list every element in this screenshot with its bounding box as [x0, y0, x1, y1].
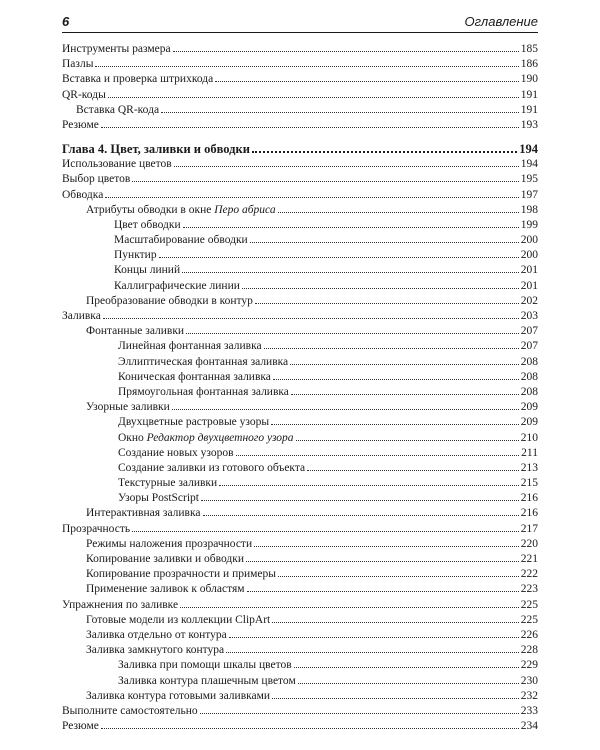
toc-entry-page: 207 [520, 325, 538, 338]
dot-leader [174, 166, 519, 167]
toc-entry-page: 210 [520, 431, 538, 444]
toc-entry-page: 190 [520, 73, 538, 86]
toc-entry [62, 172, 538, 187]
toc-entry-page: 234 [520, 720, 538, 733]
toc-entry-page: 211 [521, 446, 538, 459]
dot-leader [247, 591, 519, 592]
toc-entry [62, 248, 538, 263]
toc-entry-title: Обводка [62, 188, 104, 201]
dot-leader [201, 500, 519, 501]
toc-entry-title: Инструменты размера [62, 43, 171, 55]
toc-entry [62, 582, 538, 597]
dot-leader [242, 288, 519, 289]
toc-entry-title: Пазлы [62, 58, 94, 71]
dot-leader [278, 212, 519, 213]
toc-entry-title: Создание новых узоров [118, 446, 234, 459]
toc-entry [62, 491, 538, 506]
toc-entry-page: 208 [520, 355, 538, 368]
toc-entry-title: Преобразование обводки в контур [86, 294, 253, 307]
toc-entry-title: Линейная фонтанная заливка [118, 340, 262, 353]
toc-entry [62, 355, 538, 370]
toc-entry [62, 415, 538, 430]
toc-entry [62, 628, 538, 643]
dot-leader [103, 318, 519, 319]
dot-leader [272, 698, 519, 699]
toc-entry-title: Вставка QR-кода [76, 103, 160, 116]
dot-leader [219, 485, 519, 486]
dot-leader [132, 531, 519, 532]
dot-leader [108, 97, 519, 98]
dot-leader [183, 227, 519, 228]
toc-entry-title: Фонтанные заливки [86, 325, 185, 338]
toc-entry-title: Режимы наложения прозрачности [86, 537, 253, 550]
toc-entry-page: 225 [520, 613, 538, 626]
toc-entry-page: 191 [520, 88, 538, 101]
toc-entry-page: 194 [520, 158, 538, 171]
dot-leader [203, 515, 519, 516]
toc-entry [62, 537, 538, 552]
toc-entry-page: 230 [520, 674, 538, 687]
toc-entry [62, 431, 538, 446]
toc-entry-page: 228 [520, 644, 538, 657]
toc-entry-title: Глава 4. Цвет, заливки и обводки [62, 142, 250, 157]
toc-entry-page: 232 [520, 689, 538, 702]
toc-entry-page: 208 [520, 385, 538, 398]
toc-entry [62, 218, 538, 233]
toc-entry-title: Узорные заливки [86, 401, 170, 414]
toc-entry [62, 339, 538, 354]
toc-entry-title: Цвет обводки [114, 218, 181, 231]
toc-entry-title: Создание заливки из готового объекта [118, 461, 306, 474]
dot-leader [182, 272, 519, 273]
toc-entry-title: Вставка и проверка штрихкода [62, 73, 214, 86]
toc-entry-page: 221 [520, 553, 538, 565]
toc-entry [62, 72, 538, 87]
toc-entry-title: Заливка отдельно от контура [86, 628, 227, 641]
toc-entry-title: Интерактивная заливка [86, 507, 201, 520]
chapter-heading [62, 141, 538, 157]
toc-entry-title: Выбор цветов [62, 173, 131, 186]
toc-entry-page: 203 [520, 310, 538, 322]
toc-entry-page: 217 [520, 522, 538, 535]
dot-leader [229, 637, 519, 638]
toc-entry-page: 223 [520, 583, 538, 596]
toc-entry-title: Применение заливок к областям [86, 583, 245, 596]
toc-entry-title: Пунктир [114, 249, 157, 262]
toc-entry-title: Выполните самостоятельно [62, 704, 198, 717]
toc-entry-title: Каллиграфические линии [114, 279, 240, 292]
toc-entry-title: QR-коды [62, 88, 106, 101]
toc-entry-title: Окно Редактор двухцветного узора [118, 431, 294, 444]
toc-entry-title: Резюме [62, 118, 99, 131]
toc-entry [62, 57, 538, 72]
dot-leader [173, 51, 519, 52]
toc-entry-page: 222 [520, 568, 538, 581]
dot-leader [271, 424, 519, 425]
toc-entry-page: 194 [519, 142, 538, 157]
dot-leader [273, 379, 519, 380]
dot-leader [294, 667, 519, 668]
toc-entry [62, 613, 538, 628]
dot-leader [296, 440, 519, 441]
toc-entry-page: 202 [520, 294, 538, 307]
toc-entry-page: 220 [520, 537, 538, 550]
toc-entry-title: Заливка [62, 310, 101, 322]
toc-entry-page: 209 [520, 401, 538, 414]
toc-entry-page: 207 [520, 340, 538, 353]
toc-entry-title: Прозрачность [62, 522, 131, 535]
toc-entry [62, 294, 538, 309]
toc-entry-title: Заливка замкнутого контура [86, 644, 225, 657]
toc-entry-title: Текстурные заливки [118, 477, 218, 490]
dot-leader [246, 561, 519, 562]
toc-entry [62, 42, 538, 57]
toc-entry-title: Двухцветные растровые узоры [118, 416, 270, 429]
toc-entry [62, 188, 538, 203]
toc-entry-title: Коническая фонтанная заливка [118, 370, 271, 383]
toc-entry [62, 233, 538, 248]
toc-entry [62, 446, 538, 461]
toc-entry-page: 186 [520, 58, 538, 71]
dot-leader [95, 66, 518, 67]
running-title: Оглавление [464, 14, 538, 29]
page-header [62, 12, 538, 33]
toc-entry-title: Заливка контура готовыми заливками [86, 689, 271, 702]
toc-entry [62, 674, 538, 689]
toc-entry-page: 208 [520, 370, 538, 383]
toc-entry [62, 324, 538, 339]
toc-entry [62, 118, 538, 133]
dot-leader [226, 652, 519, 653]
toc-entry-page: 185 [520, 43, 538, 55]
toc-entry-page: 201 [520, 264, 538, 277]
toc-entry-page: 200 [520, 249, 538, 262]
toc-entry [62, 370, 538, 385]
toc-entry-title: Копирование прозрачности и примеры [86, 568, 276, 581]
toc-entry [62, 400, 538, 415]
toc-entry-page: 209 [520, 416, 538, 429]
toc-entry-page: 229 [520, 659, 538, 672]
toc-entry [62, 103, 538, 118]
toc-entry-page: 216 [520, 492, 538, 505]
dot-leader [186, 333, 519, 334]
toc-entry [62, 157, 538, 172]
dot-leader [278, 576, 519, 577]
toc-entry-title: Концы линий [114, 264, 181, 277]
toc-entry-page: 233 [520, 704, 538, 717]
toc-entry [62, 203, 538, 218]
toc-entry-title: Упражнения по заливке [62, 598, 179, 611]
toc-entry [62, 643, 538, 658]
dot-leader [159, 257, 519, 258]
toc-entry [62, 88, 538, 103]
page-number: 6 [62, 14, 70, 29]
dot-leader [307, 470, 519, 471]
toc-entry [62, 461, 538, 476]
toc-entry-title: Заливка контура плашечным цветом [118, 674, 296, 687]
toc-entry [62, 658, 538, 673]
toc-entry-page: 195 [520, 173, 538, 186]
toc-entry-title: Использование цветов [62, 158, 172, 171]
dot-leader [105, 197, 518, 198]
dot-leader [252, 151, 517, 153]
toc-entry-title: Заливка при помощи шкалы цветов [118, 659, 292, 672]
toc-entry [62, 279, 538, 294]
toc-entry [62, 704, 538, 719]
toc-entry-title: Прямоугольная фонтанная заливка [118, 385, 289, 398]
toc-entry-title: Копирование заливки и обводки [86, 553, 245, 565]
dot-leader [215, 81, 519, 82]
toc-entry [62, 476, 538, 491]
toc-entry-title: Резюме [62, 720, 99, 733]
dot-leader [255, 303, 519, 304]
dot-leader [180, 607, 519, 608]
toc-entry-page: 216 [520, 507, 538, 520]
toc-entry [62, 309, 538, 324]
toc-entry-title: Масштабирование обводки [114, 234, 248, 247]
dot-leader [132, 181, 518, 182]
toc-entry [62, 598, 538, 613]
toc-entry-title: Эллиптическая фонтанная заливка [118, 355, 289, 368]
toc-entry-page: 198 [520, 203, 538, 216]
toc-entry-page: 191 [520, 103, 538, 116]
dot-leader [290, 364, 519, 365]
dot-leader [200, 713, 519, 714]
toc-entry-page: 193 [520, 118, 538, 131]
dot-leader [291, 394, 519, 395]
toc-entry [62, 552, 538, 567]
dot-leader [298, 683, 519, 684]
toc-entry [62, 522, 538, 537]
toc-entry-page: 200 [520, 234, 538, 247]
toc-entry-page: 225 [520, 598, 538, 611]
toc-entry-title: Узоры PostScript [118, 492, 199, 505]
toc-entry [62, 689, 538, 704]
toc-entry-page: 197 [520, 188, 538, 201]
dot-leader [250, 242, 519, 243]
toc-entry [62, 385, 538, 400]
dot-leader [264, 348, 519, 349]
toc-entry [62, 719, 538, 734]
dot-leader [161, 112, 519, 113]
toc-entry [62, 506, 538, 521]
dot-leader [101, 728, 519, 729]
dot-leader [101, 127, 519, 128]
toc-entry-page: 215 [520, 477, 538, 490]
toc-entry-page: 199 [520, 218, 538, 231]
toc-entry-title: Готовые модели из коллекции ClipArt [86, 613, 271, 626]
dot-leader [254, 546, 519, 547]
toc-entry [62, 567, 538, 582]
toc-entry-page: 213 [520, 461, 538, 474]
toc-entry-page: 226 [520, 628, 538, 641]
toc-entry-title: Атрибуты обводки в окне Перо абриса [86, 203, 276, 216]
toc-entry-page: 201 [520, 279, 538, 292]
toc-entry [62, 263, 538, 278]
dot-leader [236, 455, 520, 456]
table-of-contents [62, 42, 538, 734]
dot-leader [172, 409, 519, 410]
dot-leader [272, 622, 519, 623]
